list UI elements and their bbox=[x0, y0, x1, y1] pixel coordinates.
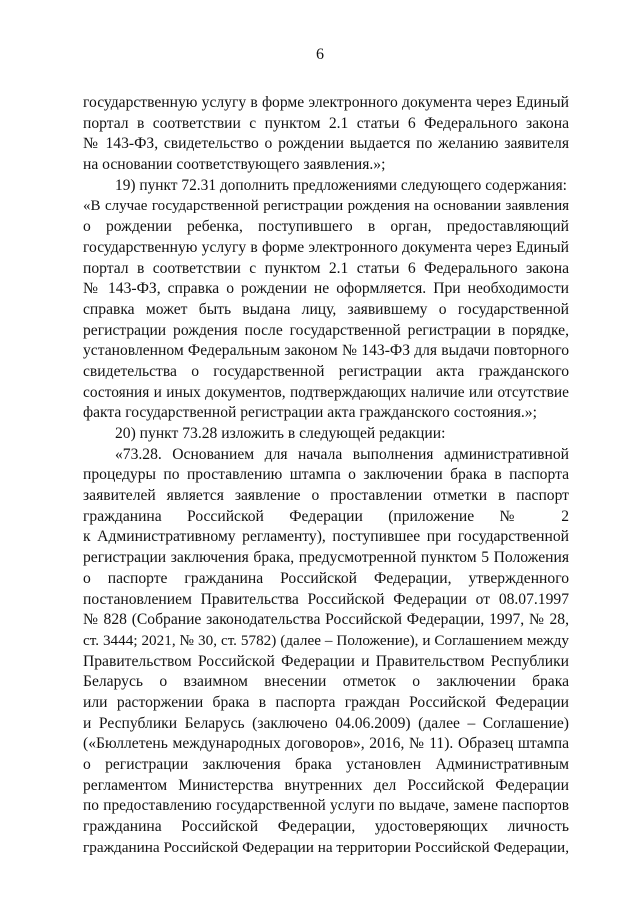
text-line: о рождении ребенка, поступившего в орган, предоставляющий bbox=[83, 218, 569, 236]
text-line: постановлением Правительства Российской Федерации от 08.07.1997 bbox=[83, 590, 569, 608]
text-line: по предоставлению государственной услуги по выдаче, замене паспортов bbox=[83, 797, 569, 815]
text-line: регистрации рождения после государственной регистрации в порядке, bbox=[83, 321, 569, 339]
text-line: регистрации заключения брака, предусмотренной пунктом 5 Положения bbox=[83, 549, 569, 567]
text-line: («Бюллетень международных договоров», 2016, № 11). Образец штампа bbox=[83, 735, 569, 753]
text-line: и Республики Беларусь (заключено 04.06.2009) (далее – Соглашение) bbox=[83, 714, 569, 732]
text-line: регламентом Министерства внутренних дел Российской Федерации bbox=[83, 776, 569, 794]
text-line: гражданина Российской Федерации, удостоверяющих личность bbox=[83, 818, 569, 836]
document-body bbox=[83, 93, 569, 858]
text-line: установленном Федеральным законом № 143-ФЗ для выдачи повторного bbox=[83, 342, 569, 360]
text-line: о регистрации заключения брака установлен Административным bbox=[83, 756, 569, 773]
text-line: № 143-ФЗ, свидетельство о рождении выдается по желанию заявителя bbox=[83, 135, 569, 153]
text-line: процедуры по проставлению штампа о заключении брака в паспорта bbox=[83, 466, 569, 484]
text-line: факта государственной регистрации акта гражданского состояния.»; bbox=[83, 404, 537, 422]
page-number: 6 bbox=[316, 46, 324, 63]
text-line: портал в соответствии с пунктом 2.1 статьи 6 Федерального закона bbox=[83, 114, 569, 132]
text-line: государственную услугу в форме электронного документа через Единый bbox=[83, 238, 569, 256]
text-line: гражданина Российской Федерации (приложение № 2 bbox=[83, 507, 569, 525]
text-line: или расторжении брака в паспорта граждан Российской Федерации bbox=[83, 693, 569, 711]
text-line: «В случае государственной регистрации рождения на основании заявления bbox=[83, 198, 569, 215]
text-line: гражданина Российской Федерации на территории Российской Федерации, bbox=[83, 838, 569, 856]
text-line: ст. 3444; 2021, № 30, ст. 5782) (далее – Положение), и Соглашением между bbox=[83, 631, 569, 649]
text-line: к Административному регламенту), поступившее при государственной bbox=[83, 528, 569, 546]
text-line: 20) пункт 73.28 изложить в следующей редакции: bbox=[115, 425, 446, 442]
text-line: состояния и иных документов, подтверждающих наличие или отсутствие bbox=[83, 383, 569, 401]
text-line: Правительством Российской Федерации и Правительством Республики bbox=[83, 652, 569, 670]
text-line: заявителей является заявление о проставлении отметки в паспорт bbox=[83, 487, 569, 505]
text-line: справка может быть выдана лицу, заявившему о государственной bbox=[83, 300, 569, 318]
text-line: портал в соответствии с пунктом 2.1 статьи 6 Федерального закона bbox=[83, 259, 569, 277]
text-line: № 143-ФЗ, справка о рождении не оформляется. При необходимости bbox=[83, 280, 569, 298]
text-line: Беларусь о взаимном внесении отметок о заключении брака bbox=[83, 673, 569, 691]
text-line: о паспорте гражданина Российской Федерации, утвержденного bbox=[83, 569, 569, 587]
text-line: на основании соответствующего заявления.»; bbox=[83, 156, 386, 174]
text-line: государственную услугу в форме электронного документа через Единый bbox=[83, 94, 569, 111]
text-line: 19) пункт 72.31 дополнить предложениями следующего содержания: bbox=[115, 176, 567, 194]
text-line: свидетельства о государственной регистрации акта гражданского bbox=[83, 362, 569, 380]
text-line: «73.28. Основанием для начала выполнения административной bbox=[115, 445, 569, 463]
text-line: № 828 (Собрание законодательства Российской Федерации, 1997, № 28, bbox=[83, 611, 569, 629]
